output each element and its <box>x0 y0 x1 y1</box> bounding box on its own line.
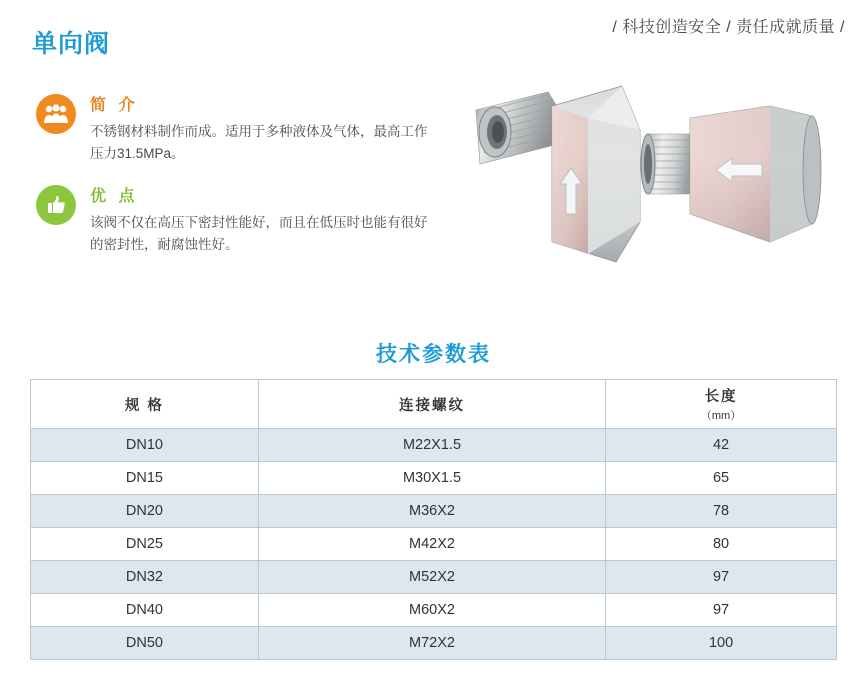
table-row <box>31 429 837 462</box>
feature-list <box>36 92 436 274</box>
company-slogan: / 科技创造安全 / 责任成就质量 / <box>612 19 845 36</box>
table-header-row <box>31 380 837 429</box>
column-header-length-label: 长度 <box>704 389 738 405</box>
cell-thread: M60X2 <box>258 594 605 627</box>
spec-table <box>30 379 837 660</box>
cell-spec: DN40 <box>31 594 259 627</box>
table-row <box>31 594 837 627</box>
cell-length: 80 <box>606 528 837 561</box>
column-header-thread-label: 连接螺纹 <box>398 397 465 414</box>
feature-advantage-body: 该阀不仅在高压下密封性能好，而且在低压时也能有很好的密封性，耐腐蚀性好。 <box>90 215 428 252</box>
cell-thread: M22X1.5 <box>258 429 605 462</box>
table-title: 技术参数表 <box>376 343 491 366</box>
cell-thread: M36X2 <box>258 495 605 528</box>
table-row <box>31 528 837 561</box>
column-header-spec <box>31 380 259 429</box>
column-header-length-unit: （mm） <box>700 410 742 422</box>
cell-spec: DN32 <box>31 561 259 594</box>
page-title: 单向阀 <box>32 30 111 58</box>
feature-advantage <box>36 183 436 256</box>
people-icon <box>36 94 76 134</box>
table-row <box>31 627 837 660</box>
thumbs-up-icon <box>36 185 76 225</box>
cell-thread: M30X1.5 <box>258 462 605 495</box>
column-header-spec-label: 规 格 <box>124 397 164 414</box>
cell-spec: DN25 <box>31 528 259 561</box>
check-valve-photo <box>440 72 840 292</box>
cell-thread: M42X2 <box>258 528 605 561</box>
column-header-thread <box>258 380 605 429</box>
feature-intro-heading: 简 介 <box>90 97 139 114</box>
feature-intro <box>36 92 436 165</box>
column-header-length <box>606 380 837 429</box>
table-row <box>31 561 837 594</box>
cell-length: 97 <box>606 561 837 594</box>
cell-length: 78 <box>606 495 837 528</box>
feature-advantage-heading: 优 点 <box>90 188 139 205</box>
table-row <box>31 462 837 495</box>
cell-thread: M52X2 <box>258 561 605 594</box>
cell-spec: DN15 <box>31 462 259 495</box>
feature-intro-body: 不锈钢材料制作而成。适用于多种液体及气体，最高工作压力31.5MPa。 <box>90 124 428 161</box>
table-row <box>31 495 837 528</box>
cell-length: 100 <box>606 627 837 660</box>
cell-spec: DN10 <box>31 429 259 462</box>
cell-thread: M72X2 <box>258 627 605 660</box>
cell-length: 42 <box>606 429 837 462</box>
cell-spec: DN20 <box>31 495 259 528</box>
cell-spec: DN50 <box>31 627 259 660</box>
cell-length: 65 <box>606 462 837 495</box>
cell-length: 97 <box>606 594 837 627</box>
